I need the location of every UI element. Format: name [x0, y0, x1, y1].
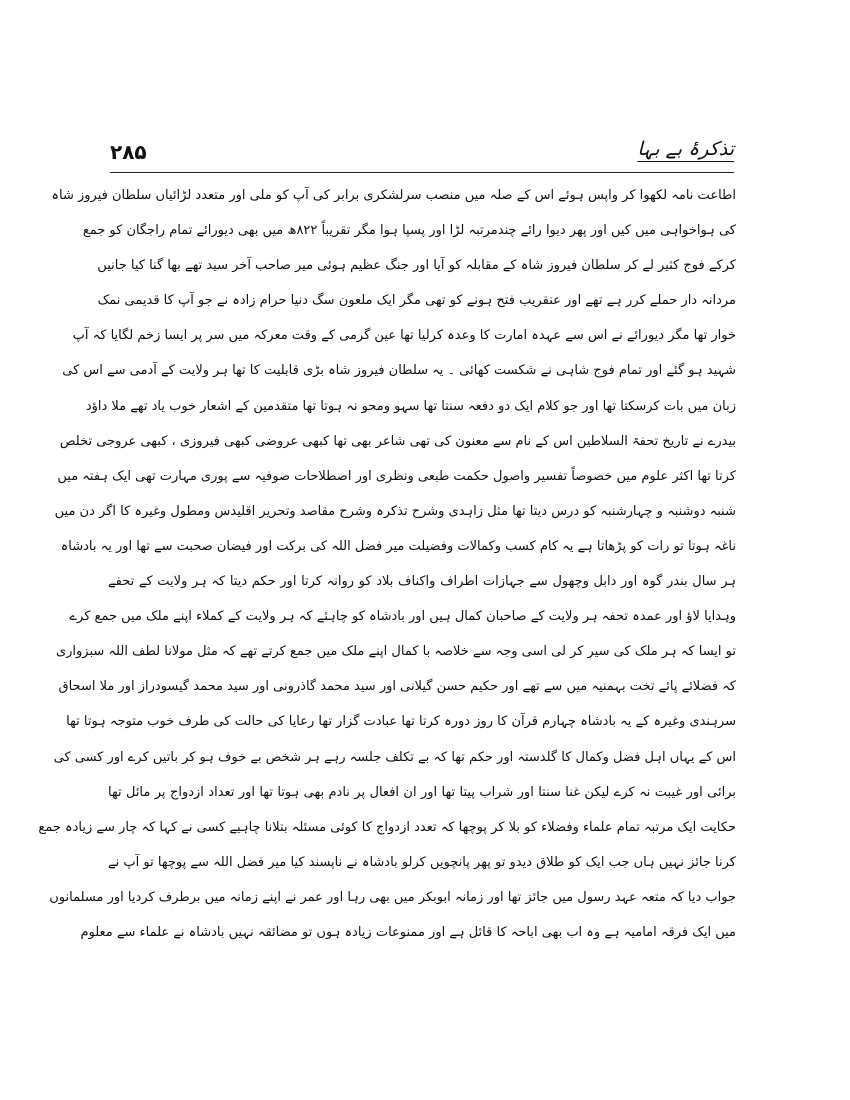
- text-line: شنبہ دوشنبہ و چہارشنبہ کو درس دیتا تھا مثل زاہدی وشرح تذکرہ وشرح مقاصد وتحریر اقلیدس ومطول وغیرہ کا اگر دن میں: [54, 503, 736, 519]
- running-head: [110, 138, 734, 172]
- text-line: تو ایسا کہ ہر ملک کی سیر کر لی اسی وجہ سے خلاصہ با کمال اپنے ملک میں جمع کرتے تھے کہ مثل مولانا لطف اللہ سبزواری: [55, 644, 736, 660]
- text-line: برائی اور غیبت نہ کرے لیکن غنا سنتا اور شراب پیتا تھا اور ان افعال پر نادم بھی ہوتا تھا اور تعداد ازدواج پر مائل تھا: [108, 784, 736, 800]
- text-line: بیدرے نے تاریخ تحفۃ السلاطین اس کے نام سے معنون کی تھی شاعر بھی تھا کبھی عروضی کبھی فیروزی ، کبھی عروجی تخلص: [59, 433, 736, 449]
- body-text: [38, 178, 736, 950]
- text-line: حکایت ایک مرتبہ تمام علماء وفضلاء کو بلا کر پوچھا کہ تعدد ازدواج کا کوئی مسئلہ بتلانا چاہیے کسی نے کہا کہ چار سے زیادہ جمع: [38, 819, 736, 835]
- text-line: شہید ہو گئے اور تمام فوج شاہی نے شکست کھائی ۔ یہ سلطان فیروز شاہ بڑی قابلیت کا تھا ہر ولایت کے آدمی سے اس کی: [62, 363, 736, 379]
- text-line: کرتا تھا اکثر علوم میں خصوصاً تفسیر واصول حکمت طبعی ونظری اور اصطلاحات صوفیہ سے پوری مہارت تھی ایک ہفتہ میں: [57, 468, 736, 484]
- text-line: اس کے یہاں اہل فضل وکمال کا گلدستہ اور حکم تھا کہ بے تکلف جلسہ رہے ہر شخص بے خوف ہو کر باتیں کرے اور کسی کی: [53, 749, 736, 765]
- text-line: اطاعت نامہ لکھوا کر واپس ہوئے اس کے صلہ میں منصب سرلشکری برابر کی آپ کو ملی اور متعدد لڑائیاں سلطان فیروز شاہ: [51, 188, 736, 203]
- text-line: وہدایا لاؤ اور عمدہ تحفہ ہر ولایت کے صاحبان کمال ہیں اور بادشاہ کو چاہئے کہ ہر ولایت کے کملاء اپنے ملک میں جمع کرے: [69, 609, 736, 625]
- page-number: ۲۸۵: [110, 140, 147, 164]
- text-line: کرنا جائز نہیں ہاں جب ایک کو طلاق دیدو تو پھر پانچویں کرلو بادشاہ نے ناپسند کیا میر فضل اللہ سے پوچھا تو آپ نے: [108, 854, 736, 870]
- text-line: خوار تھا مگر دیورائے نے اس سے عہدہ امارت کا وعدہ کرلیا تھا عین گرمی کے وقت معرکہ میں سر پر ایسا زخم لگایا کہ آپ: [72, 328, 736, 344]
- text-line: کہ فضلائے پائے تخت بہمنیہ میں سے تھے اور حکیم حسن گیلانی اور سید محمد گاذرونی اور سید محمد گیسودراز اور ملا اسحاق: [58, 679, 736, 695]
- header-rule: [110, 172, 734, 173]
- text-line: ناغہ ہوتا تو رات کو پڑھاتا ہے یہ کام کسب وکمالات وفضیلت میر فضل اللہ کی برکت اور فیضان صحبت سے تھا اور یہ بادشاہ: [60, 538, 736, 554]
- text-line: کی ہواخواہی میں کیں اور پھر دیوا رائے چندمرتبہ لڑا اور پسپا ہوا مگر تقریباً ۸۲۲ھ میں بھی دیورائے تمام راجگان کو جمع: [82, 223, 736, 239]
- text-line: کرکے فوج کثیر لے کر سلطان فیروز شاہ کے مقابلہ کو آیا اور جنگ عظیم ہوئی میر صاحب آخر سید تھے بھا گنا کیا جانیں: [97, 258, 736, 274]
- book-title: تذکرۂ بے بہا: [637, 138, 734, 160]
- text-line: مردانہ دار حملے کرر ہے تھے اور عنقریب فتح ہونے کو تھی مگر ایک ملعون سگ دنیا حرام زادہ نے جو آپ کا قدیمی نمک: [97, 293, 736, 309]
- text-line: زبان میں بات کرسکتا تھا اور جو کلام ایک دو دفعہ سنتا تھا سہو ومحو نہ ہوتا تھا متقدمین کے اشعار خوب یاد تھے ملا داؤد: [85, 398, 736, 414]
- text-line: میں ایک فرقہ امامیہ ہے وہ اب بھی اباحہ کا قائل ہے اور ممنوعات زیادہ ہوں تو مضائقہ نہیں بادشاہ نے علماء سے معلوم: [80, 924, 736, 940]
- text-line: ہر سال بندر گوہ اور دابل وچھول سے جہازات اطراف واکناف بلاد کو روانہ کرتا اور حکم دیتا کہ ہر ولایت کے تحفے: [108, 574, 736, 590]
- text-line: سرہندی وغیرہ کے یہ بادشاہ چہارم قرآن کا روز دورہ کرتا تھا عبادت گزار تھا رعایا کی حالت کی طرف خوب متوجہ ہوتا تھا: [66, 714, 736, 730]
- text-line: جواب دیا کہ متعہ عہد رسول میں جائز تھا اور زمانہ ابوبکر میں بھی رہا اور عمر نے اپنے زمانہ میں برطرف کردیا اور مسلمانوں: [49, 889, 736, 905]
